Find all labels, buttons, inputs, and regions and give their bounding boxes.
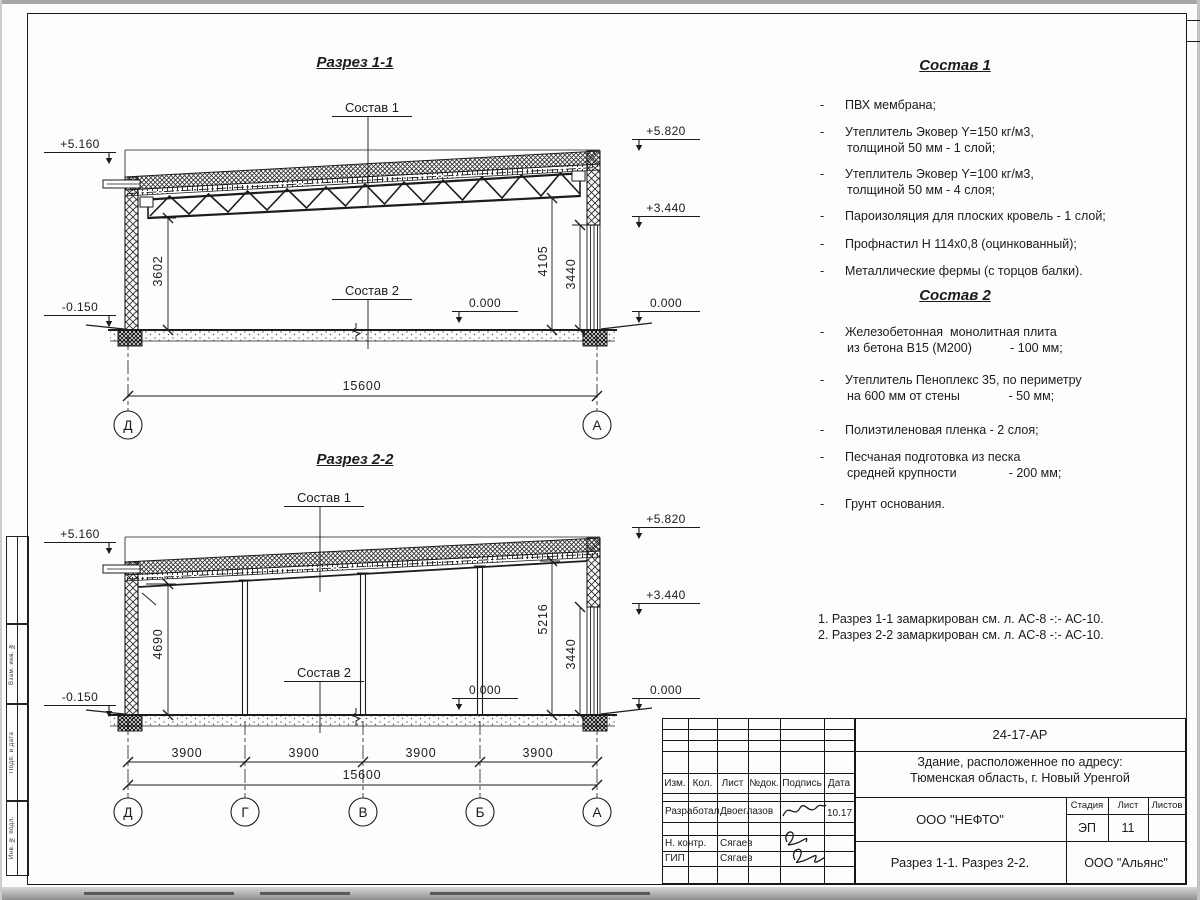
level-arrow-icon [103, 152, 115, 165]
level-arrow-icon [453, 311, 465, 324]
elevation-mark-5160-s2 [44, 527, 116, 543]
section2-sostav1-label: Состав 1 [284, 490, 364, 507]
list-item-text: Полиэтиленовая пленка - 2 слоя; [845, 423, 1039, 437]
section1-sostav1-label: Состав 1 [332, 100, 412, 117]
stamp-sheet-name: Разрез 1-1. Разрез 2-2. [890, 855, 1030, 870]
dim-4690: 4690 [151, 628, 165, 660]
list-item-text2: средней крупности - 200 мм; [847, 465, 1062, 480]
stamp-sheets-label: Листов [1151, 800, 1183, 811]
bullet-dash: - [820, 125, 825, 139]
elevation-value: -0.150 [61, 690, 99, 704]
list-item-text2: толщиной 50 мм - 1 слой; [847, 140, 996, 155]
elevation-mark-0000-right [632, 296, 700, 312]
stamp-col-izm: Изм. [664, 777, 686, 789]
level-arrow-icon [453, 698, 465, 711]
level-arrow-icon [103, 705, 115, 718]
elevation-value: 0.000 [649, 296, 683, 310]
elevation-value: -0.150 [61, 300, 99, 314]
list-item-text: Профнастил Н 114х0,8 (оцинкованный); [845, 237, 1077, 251]
dim-3440-s2: 3440 [564, 638, 578, 670]
sostav2-heading: Состав 2 [919, 287, 991, 304]
axis-bubble-d: Д [123, 417, 133, 433]
elevation-mark-m0150-s2 [44, 690, 116, 706]
list-item-text: Песчаная подготовка из песка [845, 450, 1021, 464]
stamp-contractor: ООО "Альянс" [1084, 855, 1168, 870]
stamp-sheet-label: Лист [1117, 800, 1139, 811]
bullet-dash: - [820, 264, 825, 278]
stamp-date-developer: 10.17 [827, 808, 853, 819]
elevation-value: +3.440 [646, 588, 686, 602]
level-arrow-icon [633, 216, 645, 229]
axis-bubble-a: А [592, 417, 602, 433]
side-stamp-label: Инв. № подл. [9, 816, 15, 860]
stamp-role-developer: Разработал [665, 806, 720, 817]
stamp-col-kol: Кол. [692, 777, 713, 789]
section1-sostav2-label: Состав 2 [332, 283, 412, 300]
stamp-col-list: Лист [721, 777, 744, 789]
list-item-text: Пароизоляция для плоских кровель - 1 слой; [845, 209, 1106, 223]
list-item-text: ПВХ мембрана; [845, 98, 936, 112]
stamp-stage-value: ЭП [1078, 820, 1096, 835]
list-item-text: Железобетонная монолитная плита [845, 325, 1057, 339]
stamp-name-ncontrol: Сягаев [720, 838, 753, 849]
list-item-text: Металлические фермы (с торцов балки). [845, 264, 1083, 278]
list-item-text: Утеплитель Пеноплекс 35, по периметру [845, 373, 1082, 387]
list-item-text: Грунт основания. [845, 497, 945, 511]
side-stamp-label: Взам. инв. № [9, 642, 15, 686]
list-item-text2: толщиной 50 мм - 4 слоя; [847, 182, 996, 197]
elevation-value: +5.820 [646, 512, 686, 526]
dim-bay-4: 3900 [522, 746, 554, 760]
axis-bubble-v-s2: В [358, 804, 368, 820]
dim-bay-2: 3900 [288, 746, 320, 760]
elevation-mark-5820 [632, 124, 700, 140]
dim-4105: 4105 [536, 245, 550, 277]
stamp-col-podpis: Подпись [782, 777, 822, 789]
elevation-value: +5.160 [60, 527, 100, 541]
list-item-text2: из бетона В15 (М200) - 100 мм; [847, 340, 1063, 355]
stamp-name-developer: Двоеглазов [720, 806, 774, 817]
stamp-col-data: Дата [827, 777, 851, 789]
signature-ncontrol-gip [779, 826, 829, 868]
stamp-stage-label: Стадия [1070, 800, 1104, 811]
elevation-mark-5160 [44, 137, 116, 153]
bullet-dash: - [820, 497, 825, 511]
side-stamp-label: Подп. и дата [9, 731, 15, 774]
stamp-line [854, 751, 1186, 752]
elevation-mark-0000-mid-s2 [452, 683, 518, 699]
bullet-dash: - [820, 209, 825, 223]
bullet-dash: - [820, 325, 825, 339]
dim-bay-1: 3900 [171, 746, 203, 760]
bullet-dash: - [820, 98, 825, 112]
stamp-name-gip: Сягаев [720, 853, 753, 864]
stamp-object-line1: Здание, расположенное по адресу: [917, 755, 1123, 769]
bullet-dash: - [820, 167, 825, 181]
level-arrow-icon [633, 603, 645, 616]
elevation-value: 0.000 [649, 683, 683, 697]
elevation-mark-0000-mid [452, 296, 518, 312]
elevation-value: 0.000 [468, 296, 502, 310]
signature-developer [781, 799, 827, 821]
elevation-value: 0.000 [468, 683, 502, 697]
bullet-dash: - [820, 450, 825, 464]
dim-bay-3: 3900 [405, 746, 437, 760]
elevation-mark-0000-right-s2 [632, 683, 700, 699]
dim-15600-s2: 15600 [342, 768, 382, 782]
dim-3440: 3440 [564, 258, 578, 290]
stamp-line [662, 822, 854, 823]
section2-title: Разрез 2-2 [316, 451, 394, 468]
stamp-line [662, 793, 854, 794]
axis-bubble-a-s2: А [592, 804, 602, 820]
level-arrow-icon [633, 311, 645, 324]
stamp-object-line2: Тюменская область, г. Новый Уренгой [910, 771, 1130, 785]
stamp-line [662, 729, 854, 730]
axis-bubble-g-s2: Г [241, 804, 249, 820]
elevation-mark-5820-s2 [632, 512, 700, 528]
stamp-line [662, 751, 854, 752]
dim-15600: 15600 [342, 379, 382, 393]
level-arrow-icon [633, 527, 645, 540]
elevation-mark-3440 [632, 201, 700, 217]
elevation-value: +5.820 [646, 124, 686, 138]
level-arrow-icon [103, 542, 115, 555]
note-1: 1. Разрез 1-1 замаркирован см. л. АС-8 -:- АС-10. [818, 612, 1104, 626]
axis-bubble-d-s2: Д [123, 804, 133, 820]
bullet-dash: - [820, 423, 825, 437]
elevation-mark-m0150 [44, 300, 116, 316]
dim-5216: 5216 [536, 603, 550, 635]
axis-bubble-b-s2: Б [475, 804, 485, 820]
stamp-org: ООО "НЕФТО" [916, 811, 1004, 827]
note-2: 2. Разрез 2-2 замаркирован см. л. АС-8 -:- АС-10. [818, 628, 1104, 642]
list-item-text: Утеплитель Эковер Y=100 кг/м3, [845, 167, 1034, 181]
stamp-line [662, 740, 854, 741]
bullet-dash: - [820, 237, 825, 251]
stamp-col-dok: №док. [749, 777, 779, 789]
stamp-doc-code: 24-17-АР [992, 727, 1048, 742]
stamp-role-ncontrol: Н. контр. [665, 838, 707, 849]
stamp-sheets-value [1148, 814, 1186, 841]
section1-title: Разрез 1-1 [316, 54, 394, 71]
level-arrow-icon [103, 315, 115, 328]
level-arrow-icon [633, 698, 645, 711]
level-arrow-icon [633, 139, 645, 152]
elevation-value: +3.440 [646, 201, 686, 215]
list-item-text2: на 600 мм от стены - 50 мм; [847, 388, 1055, 403]
stamp-sheet-value: 11 [1121, 820, 1135, 835]
elevation-value: +5.160 [60, 137, 100, 151]
list-item-text: Утеплитель Эковер Y=150 кг/м3, [845, 125, 1034, 139]
section2-sostav2-label: Состав 2 [284, 665, 364, 682]
dim-3602: 3602 [151, 255, 165, 287]
sostav1-heading: Состав 1 [919, 57, 991, 74]
bullet-dash: - [820, 373, 825, 387]
stamp-role-gip: ГИП [665, 853, 685, 864]
elevation-mark-3440-s2 [632, 588, 700, 604]
